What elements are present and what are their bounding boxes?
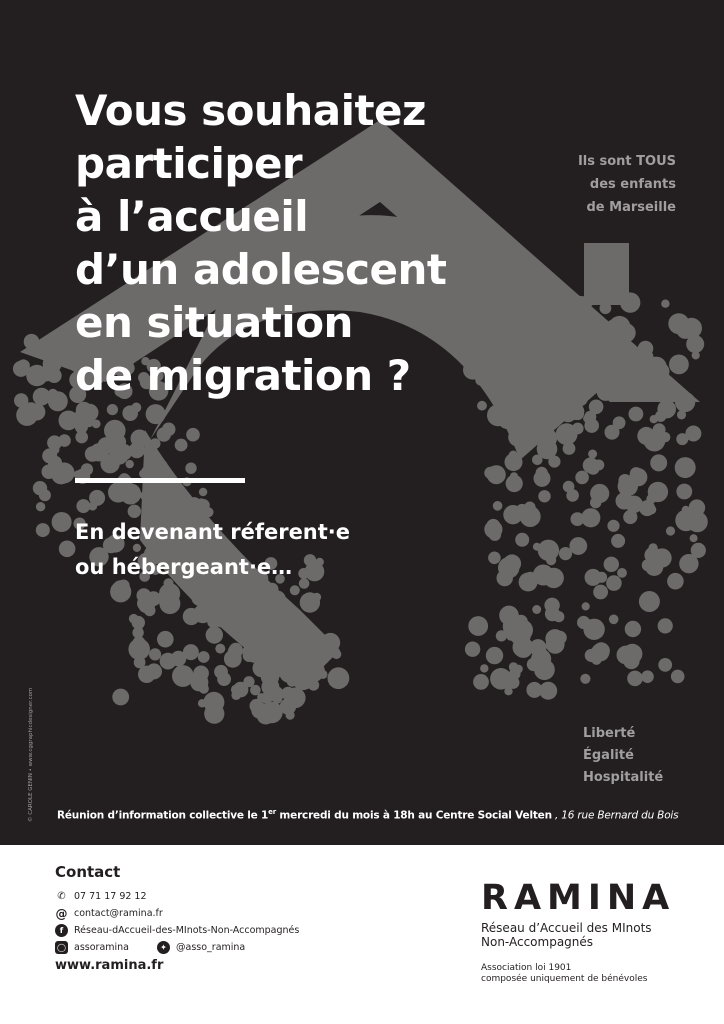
house-dot: [544, 568, 553, 577]
tagline-line: de Marseille: [586, 200, 676, 215]
association-line: composée uniquement de bénévoles: [481, 974, 648, 984]
house-dot: [550, 416, 559, 425]
house-dot: [538, 490, 550, 502]
house-dot: [591, 643, 609, 661]
house-dot: [328, 667, 350, 689]
house-dot: [582, 602, 590, 610]
house-dot: [28, 403, 45, 420]
headline-line: participer: [75, 139, 303, 188]
house-dot: [129, 614, 139, 624]
house-dot: [140, 593, 157, 610]
house-dot: [676, 484, 692, 500]
house-dot: [650, 454, 667, 471]
house-dot: [496, 384, 509, 397]
house-dot: [58, 434, 71, 447]
house-dot: [675, 457, 696, 478]
house-dot: [584, 418, 599, 433]
house-dot: [33, 481, 47, 495]
brand-fullname-line: Non-Accompagnés: [481, 935, 594, 949]
house-dot: [597, 383, 615, 401]
house-dot: [76, 499, 90, 513]
house-dot: [650, 415, 658, 423]
house-dot: [532, 605, 541, 614]
house-dot: [661, 300, 669, 308]
house-dot: [593, 585, 608, 600]
house-dot: [473, 674, 489, 690]
house-dot: [553, 611, 564, 622]
headline: [75, 84, 446, 402]
house-dot: [465, 642, 480, 657]
house-dot: [618, 474, 631, 487]
house-dot: [638, 349, 653, 364]
house-dot: [171, 651, 187, 667]
house-dot: [183, 608, 200, 625]
house-dot: [611, 534, 625, 548]
house-dot: [498, 557, 519, 578]
house-dot: [206, 626, 223, 643]
house-dot: [489, 529, 501, 541]
house-dot: [575, 471, 589, 485]
house-dot: [122, 405, 138, 421]
brand-fullname: [481, 921, 652, 949]
headline-line: en situation: [75, 298, 353, 347]
house-dot: [81, 413, 95, 427]
house-dot: [129, 442, 145, 458]
house-dot: [186, 428, 200, 442]
house-dot: [36, 523, 50, 537]
house-dot: [609, 316, 631, 338]
house-dot: [198, 651, 210, 663]
house-dot: [539, 682, 557, 700]
house-dot: [280, 698, 296, 714]
house-dot: [484, 348, 505, 369]
phone-icon: ✆: [57, 891, 66, 902]
twitter-link[interactable]: @asso_ramina: [176, 942, 246, 953]
house-dot: [267, 603, 279, 615]
house-dot: [576, 296, 586, 306]
house-dot: [229, 596, 239, 606]
house-dot: [146, 404, 166, 424]
house-dot: [159, 593, 180, 614]
house-dot: [36, 502, 45, 511]
house-dot: [627, 671, 643, 687]
house-dot: [175, 439, 188, 452]
house-dot: [13, 361, 29, 377]
contact-instagram[interactable]: [55, 941, 129, 954]
house-dot: [243, 649, 256, 662]
house-dot: [658, 618, 673, 633]
headline-line: d’un adolescent: [75, 245, 447, 294]
brand-fullname-line: Réseau d’Accueil des MInots: [481, 921, 652, 935]
instagram-link[interactable]: assoramina: [74, 942, 129, 953]
house-dot: [609, 615, 619, 625]
house-dot: [59, 541, 76, 558]
house-dot: [480, 664, 488, 672]
house-dot: [81, 463, 93, 475]
house-dot: [595, 492, 605, 502]
house-dot: [642, 559, 654, 571]
tagline-line: des enfants: [589, 177, 676, 192]
meeting-text-rest: mercredi du mois à 18h au Centre Social Velten: [275, 809, 552, 822]
house-dot: [193, 666, 209, 682]
email-link[interactable]: contact@ramina.fr: [74, 908, 163, 919]
house-dot: [306, 661, 325, 680]
house-dot: [679, 554, 698, 573]
house-dot: [580, 674, 590, 684]
house-dot: [507, 676, 520, 689]
house-dot: [666, 526, 675, 535]
house-dot: [578, 314, 599, 335]
house-dot: [524, 413, 535, 424]
contact-email[interactable]: [55, 907, 163, 920]
house-dot: [626, 496, 643, 513]
association-line: Association loi 1901: [481, 963, 572, 973]
house-dot: [687, 512, 708, 533]
house-dot: [617, 646, 636, 665]
house-dot: [196, 498, 206, 508]
house-dot: [42, 448, 57, 463]
instagram-icon: ◯: [55, 941, 68, 954]
house-dot: [486, 647, 503, 664]
headline-line: de migration ?: [75, 351, 411, 400]
house-dot: [515, 430, 525, 440]
house-dot: [110, 446, 129, 465]
house-dot: [571, 512, 585, 526]
house-dot: [290, 585, 300, 595]
house-dot: [59, 411, 79, 431]
house-dot: [199, 684, 209, 694]
house-dot: [531, 649, 551, 669]
house-dot: [546, 635, 565, 654]
house-dot: [509, 662, 518, 671]
house-dot: [588, 450, 597, 459]
motto-line: Liberté: [583, 726, 636, 741]
headline-line: Vous souhaitez: [75, 86, 426, 135]
meeting-text: Réunion d’information collective le 1: [57, 809, 269, 822]
house-dot: [185, 463, 196, 474]
house-dot: [516, 504, 529, 517]
house-dot: [613, 416, 626, 429]
house-dot: [546, 555, 556, 565]
house-dot: [52, 512, 72, 532]
house-dot: [587, 462, 600, 475]
brand-logo: RAMINA: [481, 878, 676, 918]
house-dot: [253, 639, 262, 648]
house-dot: [532, 455, 543, 466]
house-dot: [243, 676, 254, 687]
facebook-icon: f: [55, 924, 68, 937]
house-dot: [668, 313, 689, 334]
tagline-line: Ils sont TOUS: [577, 154, 676, 169]
house-dot: [468, 616, 488, 636]
house-dot: [55, 461, 64, 470]
house-dot: [33, 388, 51, 406]
house-dot: [604, 557, 619, 572]
house-dot: [505, 453, 523, 471]
contact-facebook[interactable]: [55, 924, 299, 937]
house-dot: [509, 333, 518, 342]
house-dot: [284, 635, 304, 655]
house-dot: [149, 648, 161, 660]
house-dot: [148, 484, 157, 493]
subheadline-line: En devenant réferent·e: [75, 520, 351, 544]
house-dot: [484, 467, 496, 479]
house-dot: [617, 383, 627, 393]
house-dot: [533, 543, 541, 551]
house-dot: [547, 303, 561, 317]
house-dot: [28, 371, 42, 385]
divider-rule: [75, 478, 245, 483]
house-dot: [112, 689, 129, 706]
house-dot: [488, 552, 501, 565]
house-dot: [506, 475, 523, 492]
house-dot: [75, 431, 88, 444]
house-dot: [85, 446, 100, 461]
house-dot: [671, 670, 685, 684]
house-dot: [159, 486, 174, 501]
meeting-info: [57, 808, 678, 822]
house-dot: [658, 658, 672, 672]
house-dot: [134, 625, 142, 633]
house-dot: [652, 363, 670, 381]
house-dot: [319, 640, 337, 658]
motto-line: Hospitalité: [583, 770, 664, 785]
house-dot: [563, 442, 576, 455]
house-dot: [199, 488, 207, 496]
house-dot: [215, 644, 225, 654]
house-dot: [569, 537, 587, 555]
house-dot: [504, 687, 512, 695]
house-dot: [486, 315, 505, 334]
house-dot: [280, 653, 294, 667]
house-dot: [566, 489, 579, 502]
house-dot: [470, 336, 480, 346]
house-dot: [204, 704, 224, 724]
contact-phone[interactable]: [55, 890, 147, 903]
tagline: [578, 150, 676, 219]
house-dot: [641, 670, 654, 683]
association-info: [481, 963, 648, 985]
house-dot: [159, 461, 167, 469]
contact-twitter[interactable]: [157, 941, 245, 954]
house-dot: [251, 702, 268, 719]
house-dot: [585, 569, 602, 586]
house-dot: [14, 393, 28, 407]
house-dot: [107, 404, 118, 415]
house-dot: [514, 639, 533, 658]
house-dot: [617, 568, 627, 578]
meeting-superscript: er: [268, 808, 276, 816]
motto-line: Égalité: [583, 748, 634, 763]
house-dot: [643, 388, 653, 398]
house-dot: [517, 360, 539, 382]
house-dot: [506, 632, 515, 641]
motto: [583, 723, 663, 789]
house-dot: [134, 657, 146, 669]
house-dot: [54, 334, 70, 350]
house-dot: [639, 591, 660, 612]
house-dot: [43, 354, 62, 373]
headline-line: à l’accueil: [75, 192, 309, 241]
house-dot: [620, 292, 640, 312]
meeting-address: , 16 rue Bernard du Bois: [551, 809, 679, 822]
house-dot: [140, 491, 149, 500]
house-dot: [677, 410, 686, 419]
house-dot: [126, 460, 134, 468]
house-dot: [674, 392, 683, 401]
house-dot: [493, 501, 503, 511]
house-dot: [162, 423, 176, 437]
house-dot: [198, 699, 206, 707]
house-dot: [685, 426, 701, 442]
house-dot: [625, 621, 641, 637]
house-dot: [157, 631, 174, 648]
website-link[interactable]: www.ramina.fr: [55, 958, 164, 973]
house-dot: [192, 590, 208, 606]
house-dot: [572, 423, 584, 435]
house-dot: [600, 302, 612, 314]
house-dot: [606, 575, 622, 591]
facebook-link[interactable]: Réseau-dAccueil-des-MInots-Non-Accompagnés: [74, 925, 300, 936]
house-dot: [647, 505, 657, 515]
twitter-icon: ✦: [157, 941, 170, 954]
house-dot: [497, 409, 517, 429]
house-dot: [505, 395, 520, 410]
house-dot: [536, 467, 548, 479]
house-dot: [48, 391, 68, 411]
house-dot: [26, 340, 37, 351]
phone-number[interactable]: 07 71 17 92 12: [74, 891, 147, 902]
house-dot: [228, 645, 243, 660]
at-icon: @: [55, 906, 68, 921]
house-dot: [515, 533, 529, 547]
house-dot: [583, 619, 604, 640]
designer-credit: © CAROLE GENIN • www.cggraphicdesigner.com: [28, 687, 34, 822]
house-dot: [692, 351, 700, 359]
house-dot: [629, 407, 644, 422]
subheadline-line: ou hébergeant·e…: [75, 555, 293, 579]
house-dot: [690, 534, 698, 542]
house-dot: [150, 438, 161, 449]
house-dot: [646, 494, 656, 504]
house-dot: [669, 355, 689, 375]
house-dot: [259, 653, 270, 664]
house-dot: [231, 690, 241, 700]
house-dot: [35, 349, 43, 357]
house-dot: [477, 401, 487, 411]
house-dot: [312, 593, 321, 602]
house-dot: [667, 573, 684, 590]
house-dot: [519, 573, 538, 592]
contact-title: Contact: [55, 863, 121, 881]
house-dot: [463, 360, 482, 379]
house-dot: [615, 352, 630, 367]
house-dot: [607, 520, 619, 532]
house-dot: [217, 672, 231, 686]
subheadline: [75, 515, 350, 585]
house-dot: [514, 615, 528, 629]
house-dot: [644, 430, 666, 452]
house-dot: [566, 406, 577, 417]
house-dot: [534, 321, 542, 329]
